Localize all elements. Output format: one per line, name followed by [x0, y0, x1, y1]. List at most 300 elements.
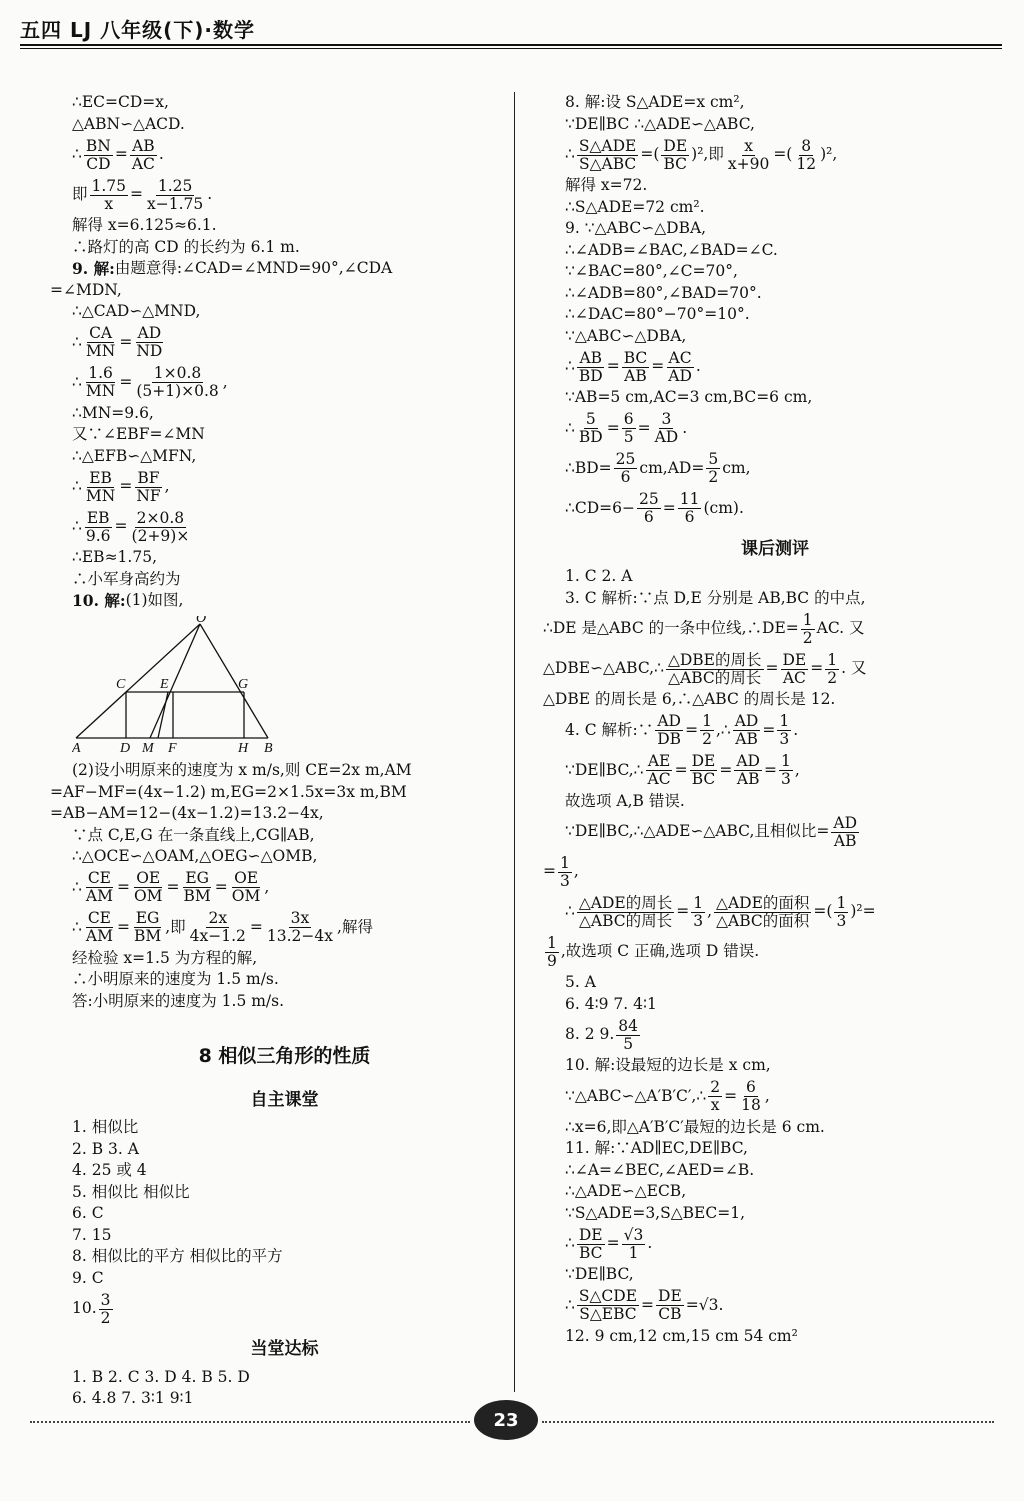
numerator: 1: [779, 712, 790, 730]
numerator: 2: [710, 1078, 721, 1096]
equation-line: [72, 323, 497, 363]
text: ,: [764, 1086, 770, 1105]
text: =: [249, 917, 263, 936]
denominator: 6: [684, 508, 695, 526]
header-rule: [20, 44, 1002, 46]
equation-line: [543, 852, 985, 892]
text: ,∴: [715, 720, 731, 739]
text-line: (2)设小明原来的速度为 x m/s,则 CE=2x m,AM: [72, 761, 412, 779]
fraction: [734, 753, 762, 788]
column-divider: [514, 92, 515, 1392]
text-line: ∴∠ADB=∠BAC,∠BAD=∠C.: [565, 240, 778, 259]
fraction: [706, 451, 720, 486]
fraction: [655, 713, 683, 748]
denominator: x+90: [727, 154, 770, 173]
numerator: DE: [782, 650, 807, 669]
answer-line: 6. C: [72, 1204, 104, 1222]
text-line: ∴小明原来的速度为 1.5 m/s.: [72, 970, 279, 988]
numerator: 84: [618, 1016, 639, 1035]
text: =: [543, 862, 556, 881]
text-line: ∴EC=CD=x,: [72, 93, 169, 111]
fraction: [653, 411, 681, 446]
fraction: [558, 855, 572, 890]
denominator: 18: [741, 1096, 761, 1114]
fraction: [577, 411, 605, 446]
label-F: F: [168, 740, 177, 752]
denominator: OM: [133, 887, 163, 905]
numerator: OE: [234, 869, 259, 887]
fraction: [577, 1288, 639, 1323]
answer-line: 12. 9 cm,12 cm,15 cm 54 cm²: [565, 1326, 798, 1345]
numerator: EG: [185, 869, 210, 887]
text: =: [606, 357, 620, 376]
text: ∴: [565, 1234, 575, 1253]
denominator: AD: [668, 366, 692, 385]
text-line: ∵DE∥BC,: [565, 1265, 634, 1283]
text-line: ∵S△ADE=3,S△BEC=1,: [565, 1203, 745, 1222]
denominator: DB: [657, 730, 682, 748]
fraction: [666, 652, 764, 687]
text-line: 11. 解:∵AD∥EC,DE∥BC,: [565, 1139, 748, 1157]
numerator: AD: [137, 324, 162, 342]
numerator: EG: [135, 909, 160, 927]
fraction: [794, 138, 818, 173]
denominator: (2+9)×: [131, 526, 190, 545]
text: ,: [222, 372, 228, 391]
numerator: △ADE的周长: [578, 893, 673, 912]
text-line: ∵DE∥BC ∴△ADE∽△ABC,: [565, 114, 755, 133]
text: =: [651, 357, 665, 376]
numerator: AB: [132, 136, 155, 155]
fraction: [84, 510, 113, 545]
text: =: [114, 517, 128, 536]
text: =: [637, 418, 651, 437]
page-number-badge: [474, 1400, 538, 1440]
text: ,: [794, 760, 800, 779]
numerator: 1.25: [157, 176, 193, 195]
label-M: M: [142, 740, 154, 752]
text-line: ∴∠ADB=80°,∠BAD=70°.: [565, 283, 762, 302]
text: ∴CD=6−: [565, 498, 635, 517]
text: ∵DE∥BC,∴: [565, 760, 644, 779]
numerator: 6: [623, 410, 634, 428]
text: ∴: [565, 1295, 575, 1314]
denominator: BC: [663, 154, 688, 173]
fraction: [622, 1227, 646, 1262]
denominator: AB: [736, 770, 760, 788]
numerator: DE: [578, 1225, 603, 1244]
label-A: A: [72, 740, 81, 752]
denominator: x: [104, 194, 114, 213]
fraction: [622, 350, 650, 385]
text: =(: [640, 145, 660, 164]
line-OA: [76, 624, 200, 738]
equation-line: [565, 892, 985, 932]
fraction: [777, 713, 791, 748]
numerator: BN: [85, 136, 111, 155]
text: =: [116, 877, 130, 896]
label-H: H: [238, 740, 249, 752]
numerator: 6: [746, 1078, 756, 1096]
text: =: [724, 1086, 738, 1105]
equation-line: [72, 868, 497, 908]
text: 由题意得:∠CAD=∠MND=90°,∠CDA: [114, 259, 393, 277]
fraction: [739, 1079, 763, 1114]
equation-line: [543, 932, 985, 972]
question-10: [72, 590, 497, 612]
text-line: △DBE 的周长是 6,∴△ABC 的周长是 12.: [543, 690, 836, 708]
equation-line: [72, 507, 497, 547]
text: ∵△ABC∽△A′B′C′,∴: [565, 1086, 707, 1105]
text: cm,: [722, 458, 751, 477]
denominator: MN: [85, 486, 116, 505]
text-line: ∴小军身高约为: [72, 569, 181, 588]
equation-line: [72, 175, 497, 215]
text: =: [119, 372, 133, 391]
text: =: [810, 659, 824, 678]
denominator: BC: [578, 1243, 603, 1262]
text-line: 8. 解:设 S△ADE=x cm²,: [565, 93, 745, 111]
fraction: [781, 652, 809, 687]
text: .: [647, 1234, 653, 1253]
numerator: 5: [708, 450, 719, 468]
text: 8. 2 9.: [565, 1025, 615, 1044]
text: =: [662, 498, 676, 517]
page-header: [20, 14, 255, 43]
denominator: 2: [100, 1308, 111, 1327]
denominator: OM: [231, 887, 261, 905]
answer-line: 7. 15: [72, 1225, 112, 1244]
numerator: CE: [87, 909, 111, 927]
numerator: 25: [639, 490, 659, 508]
fraction: [84, 870, 115, 905]
left-column: [50, 92, 497, 1410]
denominator: △ABC的周长: [668, 668, 762, 687]
numerator: 11: [679, 490, 700, 508]
denominator: ND: [136, 342, 163, 360]
answer-line: 4. 25 或 4: [72, 1161, 147, 1179]
fraction: [825, 652, 839, 687]
fraction: [230, 870, 263, 905]
fraction: [545, 935, 559, 970]
text: .: [695, 357, 701, 376]
denominator: x−1.75: [147, 194, 204, 213]
denominator: 3: [693, 911, 704, 930]
text: =: [119, 332, 133, 351]
text-line: 10. 解:设最短的边长是 x cm,: [565, 1056, 771, 1074]
denominator: AC: [782, 668, 806, 687]
text: ∴: [72, 477, 82, 496]
text: .: [682, 418, 688, 437]
text: ,即: [165, 917, 186, 936]
numerator: 3: [100, 1290, 111, 1309]
denominator: x: [710, 1096, 720, 1114]
fraction: [714, 895, 811, 930]
numerator: 1: [836, 893, 847, 912]
equation-line: [565, 449, 985, 489]
text: ∴: [72, 517, 82, 536]
text: ,: [707, 902, 713, 921]
text: )²=: [850, 902, 876, 921]
numerator: EB: [89, 468, 112, 487]
answer-line: [72, 1289, 497, 1329]
denominator: △ABC的面积: [716, 911, 810, 930]
numerator: 1: [560, 853, 570, 872]
fraction: [132, 870, 165, 905]
denominator: 5: [623, 428, 634, 446]
denominator: 6: [643, 508, 654, 526]
fraction: [84, 470, 117, 505]
numerator: 5: [585, 410, 596, 428]
denominator: 2: [802, 628, 813, 647]
fraction: [99, 1292, 113, 1327]
text: =: [674, 760, 688, 779]
fraction: [577, 895, 674, 930]
label-G: G: [238, 676, 249, 692]
text: =(: [813, 902, 833, 921]
text-line: 又∵∠EBF=∠MN: [72, 425, 205, 443]
numerator: AB: [579, 348, 603, 367]
text-line: ∴S△ADE=72 cm².: [565, 197, 705, 216]
text-line: ∵∠BAC=80°,∠C=70°,: [565, 262, 738, 280]
denominator: MN: [85, 342, 116, 360]
text-line: ∵△ABC∽△DBA,: [565, 326, 687, 345]
denominator: AC: [131, 154, 155, 173]
denominator: AD: [654, 428, 679, 446]
numerator: 3x: [290, 909, 310, 927]
right-column: [543, 92, 985, 1347]
fraction: [779, 753, 793, 788]
answer-line: 1. B 2. C 3. D 4. B 5. D: [72, 1367, 250, 1386]
text-line: ∴△EFB∽△MFN,: [72, 446, 197, 465]
denominator: 2: [702, 730, 712, 748]
text-line: ∴△ADE∽△ECB,: [565, 1182, 687, 1200]
text: =: [719, 760, 733, 779]
equation-line: [72, 363, 497, 403]
denominator: 1: [628, 1243, 639, 1262]
text: =: [641, 1295, 655, 1314]
text: ∴DE 是△ABC 的一条中位线,∴DE=: [543, 619, 799, 638]
denominator: AB: [624, 366, 647, 385]
answer-line: 9. C: [72, 1268, 104, 1287]
text: =(: [773, 145, 793, 164]
denominator: BM: [133, 927, 162, 945]
numerator: 1: [693, 893, 704, 912]
equation-line: [72, 908, 497, 948]
question-number: 10. 解:: [72, 591, 126, 610]
text-line: 经检验 x=1.5 为方程的解,: [72, 948, 258, 967]
text: 4. C 解析:∵: [565, 720, 654, 739]
equation-line: [565, 1224, 985, 1264]
text: =√3.: [685, 1295, 724, 1314]
text: .: [793, 720, 799, 739]
denominator: BD: [578, 366, 603, 385]
fraction: [188, 910, 248, 945]
equation-line: [565, 135, 985, 175]
text: ,故选项 C 正确,选项 D 错误.: [560, 942, 760, 961]
fraction: [84, 910, 115, 945]
text: ∴: [565, 145, 575, 164]
text: =: [765, 659, 779, 678]
text: cm,AD=: [639, 458, 705, 477]
fraction: [616, 1018, 640, 1053]
denominator: NF: [136, 486, 161, 505]
denominator: (5+1)×0.8: [136, 382, 219, 400]
denominator: 13.2−4x: [266, 927, 334, 945]
numerator: S△ADE: [578, 136, 637, 155]
text: =: [606, 1234, 620, 1253]
numerator: OE: [136, 869, 161, 887]
text: ∴: [565, 902, 575, 921]
text-line: ∴△OCE∽△OAM,△OEG∽△OMB,: [72, 847, 318, 865]
text-line: ∵点 C,E,G 在一条直线上,CG∥AB,: [72, 825, 315, 844]
numerator: 1: [780, 752, 791, 770]
numerator: AC: [668, 348, 692, 367]
text: =: [214, 877, 228, 896]
header-rule-thin: [20, 48, 1002, 49]
text: AC. 又: [816, 619, 865, 638]
fraction: [182, 870, 213, 905]
numerator: x: [744, 136, 753, 155]
text-line: =∠MDN,: [50, 280, 122, 299]
label-B: B: [264, 740, 273, 752]
numerator: 2x: [208, 909, 228, 927]
fraction: [678, 491, 702, 526]
fraction: [661, 138, 689, 173]
question-number: 9. 解:: [72, 259, 115, 278]
numerator: AD: [736, 752, 760, 770]
text: 10.: [72, 1299, 97, 1318]
denominator: 9.6: [85, 526, 111, 545]
denominator: AB: [833, 831, 857, 850]
answer-line: 1. 相似比: [72, 1118, 139, 1136]
text: △DBE∽△ABC,∴: [543, 659, 664, 678]
text: ∴: [72, 372, 82, 391]
fraction: [130, 138, 157, 173]
line-OM: [150, 624, 200, 738]
denominator: S△ABC: [578, 154, 637, 173]
numerator: 1: [802, 610, 813, 629]
fraction: [708, 1079, 722, 1114]
denominator: AB: [735, 730, 758, 748]
text: ,: [573, 862, 579, 881]
denominator: 9: [547, 951, 557, 970]
fraction: [733, 713, 761, 748]
denominator: S△EBC: [579, 1305, 637, 1323]
denominator: AM: [85, 887, 113, 905]
numerator: AD: [833, 813, 858, 832]
denominator: 3: [560, 871, 570, 890]
numerator: 1.75: [91, 176, 127, 195]
denominator: MN: [85, 382, 116, 400]
fraction: [265, 910, 335, 945]
equation-line: [72, 135, 497, 175]
fraction: [84, 138, 113, 173]
denominator: 3: [836, 911, 847, 930]
numerator: S△CDE: [578, 1287, 638, 1305]
text-line: 答:小明原来的速度为 1.5 m/s.: [72, 991, 285, 1010]
fraction: [646, 753, 673, 788]
numerator: 3: [661, 410, 672, 428]
text: 即: [72, 185, 88, 204]
text: .: [158, 145, 164, 164]
fraction: [132, 910, 163, 945]
numerator: △ADE的面积: [716, 893, 810, 912]
numerator: 1: [547, 933, 557, 952]
fraction: [831, 815, 859, 850]
numerator: DE: [663, 136, 688, 155]
numerator: EB: [86, 508, 110, 527]
equation-line: [543, 609, 985, 649]
text: ∴BD=: [565, 458, 612, 477]
numerator: BC: [623, 348, 648, 367]
numerator: CA: [89, 324, 113, 342]
denominator: BC: [691, 770, 716, 788]
answer-line: 8. 相似比的平方 相似比的平方: [72, 1247, 283, 1265]
header-title: 五四 LJ 八年级(下)·数学: [20, 18, 255, 42]
fraction: [577, 350, 605, 385]
text-line: 解得 x=72.: [565, 176, 648, 194]
text: =: [119, 477, 133, 496]
text-line: 9. ∵△ABC∽△DBA,: [565, 219, 707, 237]
text: =: [606, 418, 620, 437]
answer-line: 2. B 3. A: [72, 1139, 139, 1158]
denominator: CD: [86, 154, 111, 173]
text: =: [130, 185, 144, 204]
fraction: [691, 895, 705, 930]
denominator: 12: [796, 154, 817, 173]
answer-line: 5. 相似比 相似比: [72, 1182, 190, 1201]
denominator: AM: [85, 927, 113, 945]
text-line: ∴x=6,即△A′B′C′最短的边长是 6 cm.: [565, 1117, 825, 1136]
text-line: =AB−AM=12−(4x−1.2)=13.2−4x,: [50, 804, 324, 822]
numerator: AD: [734, 712, 759, 730]
equation-line: [565, 1286, 985, 1326]
text: ∴: [565, 418, 575, 437]
denominator: CB: [658, 1305, 682, 1323]
label-O: O: [196, 615, 207, 626]
footer-dotted-rule-left: [30, 1421, 470, 1423]
text-line: ∴∠DAC=80°−70°=10°.: [565, 305, 750, 323]
denominator: △ABC的周长: [578, 911, 673, 930]
numerator: 1: [702, 712, 712, 730]
denominator: 6: [620, 468, 631, 486]
equation-line: [565, 409, 985, 449]
question-9: [72, 258, 497, 280]
numerator: △DBE的周长: [667, 650, 762, 669]
denominator: 2: [708, 468, 719, 486]
text: )²,即: [691, 145, 724, 164]
section-title: 课后测评: [741, 538, 809, 559]
text: ,: [164, 477, 170, 496]
fraction: [90, 178, 129, 213]
text: ∴: [72, 877, 82, 896]
denominator: 3: [779, 730, 790, 748]
line-OB: [200, 624, 268, 738]
text-line: ∴MN=9.6,: [72, 403, 154, 422]
text: (cm).: [703, 498, 744, 517]
fraction: [637, 491, 661, 526]
section-title: 当堂达标: [250, 1339, 319, 1359]
text-line: ∴∠A=∠BEC,∠AED=∠B.: [565, 1160, 755, 1179]
numerator: 8: [801, 136, 812, 155]
numerator: CE: [87, 869, 111, 887]
geometry-diagram: [72, 616, 292, 752]
fraction: [134, 325, 164, 360]
numerator: 1: [827, 650, 838, 669]
numerator: DE: [691, 752, 716, 770]
text: =: [166, 877, 180, 896]
